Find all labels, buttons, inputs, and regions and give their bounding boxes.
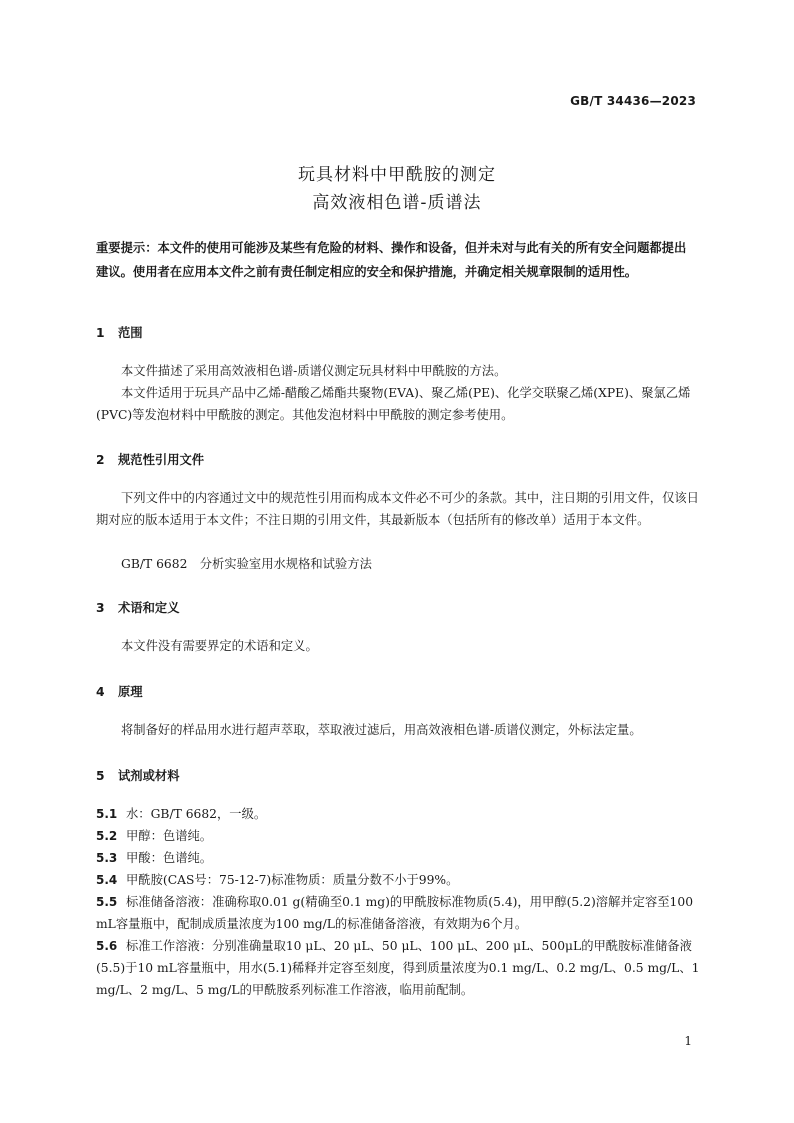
- section-title: 范围: [118, 326, 143, 340]
- section-2-paragraph-1: 下列文件中的内容通过文中的规范性引用而构成本文件必不可少的条款。其中，注日期的引用文件，仅该日期对应的版本适用于本文件；不注日期的引用文件，其最新版本（包括所有的修改单）适用于本文件。: [96, 491, 699, 527]
- list-item: [96, 847, 708, 869]
- item-number: 5.3: [96, 851, 118, 865]
- section-number: 4: [96, 685, 105, 699]
- section-title: 原理: [118, 685, 143, 699]
- item-text: 甲酰胺(CAS号：75-12-7)标准物质：质量分数不小于99%。: [126, 873, 459, 887]
- item-text: 水：GB/T 6682，一级。: [126, 807, 267, 821]
- important-notice: 重要提示：本文件的使用可能涉及某些有危险的材料、操作和设备，但并未对与此有关的所有安全问题都提出建议。使用者在应用本文件之前有责任制定相应的安全和保护措施，并确定相关规章限制的适用性。: [96, 241, 687, 279]
- item-text: 标准储备溶液：准确称取0.01 g(精确至0.1 mg)的甲酰胺标准物质(5.4)，用甲醇(5.2)溶解并定容至100 mL容量瓶中，配制成质量浓度为100 mg/L的标准储备溶液，有效期为6个月。: [96, 895, 694, 931]
- section-number: 3: [96, 601, 105, 615]
- list-item: [96, 891, 708, 935]
- item-text: 甲酸：色谱纯。: [126, 851, 213, 865]
- section-number: 5: [96, 769, 105, 783]
- section-4-paragraph-1: 将制备好的样品用水进行超声萃取，萃取液过滤后，用高效液相色谱-质谱仪测定，外标法定量。: [121, 723, 642, 737]
- section-title: 试剂或材料: [118, 769, 180, 783]
- section-1-heading: [96, 323, 143, 341]
- list-item: [96, 935, 708, 1001]
- item-number: 5.1: [96, 807, 118, 821]
- section-3-paragraph-1: 本文件没有需要界定的术语和定义。: [121, 639, 318, 653]
- list-item: [96, 803, 708, 825]
- section-3-heading: [96, 598, 180, 616]
- item-number: 5.6: [96, 939, 118, 953]
- page-number: 1: [684, 1034, 692, 1048]
- list-item: [96, 869, 708, 891]
- section-2-heading: [96, 450, 204, 468]
- section-1-paragraph-2: 本文件适用于玩具产品中乙烯-醋酸乙烯酯共聚物(EVA)、聚乙烯(PE)、化学交联聚乙烯(XPE)、聚氯乙烯(PVC)等发泡材料中甲酰胺的测定。其他发泡材料中甲酰胺的测定参考使用。: [96, 386, 691, 422]
- section-1-paragraph-1: 本文件描述了采用高效液相色谱-质谱仪测定玩具材料中甲酰胺的方法。: [121, 364, 507, 378]
- document-title: 玩具材料中甲酰胺的测定: [298, 165, 496, 185]
- item-number: 5.2: [96, 829, 118, 843]
- item-text: 甲醇：色谱纯。: [126, 829, 213, 843]
- standard-code: GB/T 34436—2023: [570, 94, 696, 108]
- item-number: 5.5: [96, 895, 118, 909]
- item-text: 标准工作溶液：分别准确量取10 μL、20 μL、50 μL、100 μL、200 μL、500μL的甲酰胺标准储备液(5.5)于10 mL容量瓶中，用水(5.1)稀释并定容至刻度，得到质量浓度为0.1 mg/L、0.2 mg/L、0.5 mg/L、1 mg/L、2 mg/L、5 mg/L的甲酰胺系列标准工作溶液，临用前配制。: [96, 939, 700, 997]
- section-number: 2: [96, 453, 105, 467]
- document-subtitle: 高效液相色谱-质谱法: [312, 193, 482, 213]
- list-item: [96, 825, 708, 847]
- section-4-heading: [96, 682, 143, 700]
- section-title: 规范性引用文件: [118, 453, 205, 467]
- section-number: 1: [96, 326, 105, 340]
- normative-reference: GB/T 6682 分析实验室用水规格和试验方法: [121, 557, 372, 571]
- item-number: 5.4: [96, 873, 118, 887]
- section-5-heading: [96, 766, 180, 784]
- section-title: 术语和定义: [118, 601, 180, 615]
